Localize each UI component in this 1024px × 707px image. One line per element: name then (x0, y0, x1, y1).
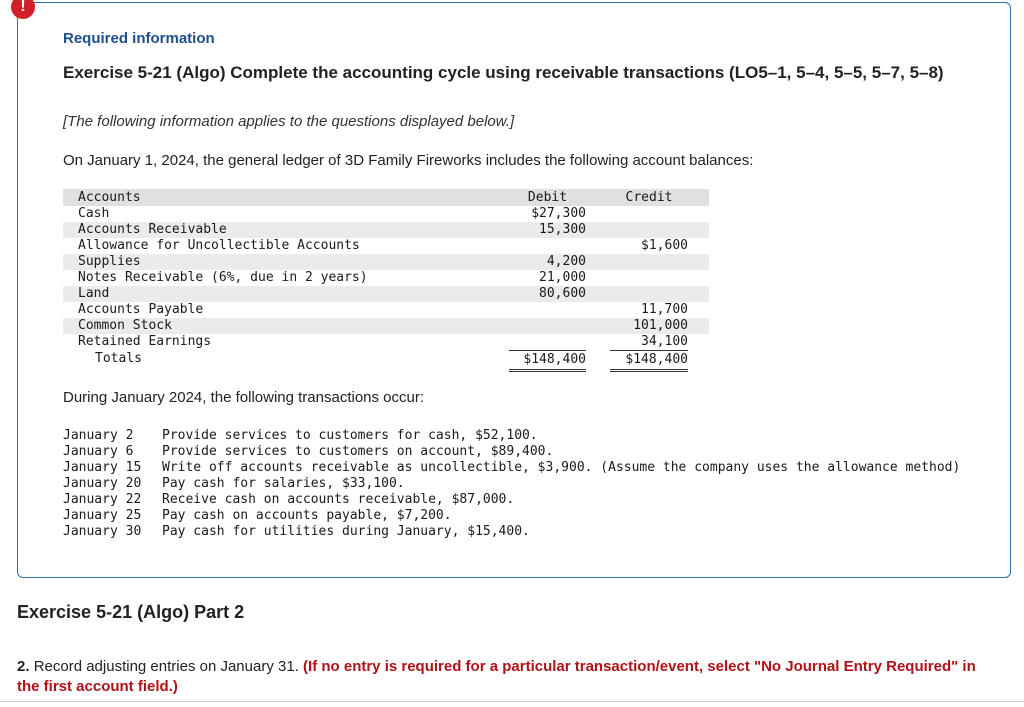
applies-note: [The following information applies to the questions displayed below.] (63, 113, 515, 130)
account-name: Allowance for Uncollectible Accounts (78, 238, 360, 253)
header-debit: Debit (527, 190, 568, 205)
table-row (63, 238, 709, 254)
during-text: During January 2024, the following transactions occur: (63, 389, 425, 406)
totals-label: Totals (95, 351, 142, 366)
table-row (63, 222, 709, 238)
transaction-date: January 30 (63, 524, 142, 539)
table-header-row (63, 189, 709, 206)
transaction-item (63, 492, 963, 508)
debit-value: 15,300 (539, 222, 586, 237)
debit-value: $27,300 (531, 206, 586, 221)
part-title: Exercise 5-21 (Algo) Part 2 (17, 602, 245, 622)
instruction-number: 2. (17, 658, 30, 675)
transaction-item (63, 508, 963, 524)
account-name: Cash (78, 206, 110, 221)
intro-text: On January 1, 2024, the general ledger of 3D Family Fireworks includes the following account balances: (63, 152, 754, 169)
table-row (63, 318, 709, 334)
account-name: Land (78, 286, 110, 301)
table-row (63, 254, 709, 270)
totals-debit: $148,400 (509, 350, 586, 372)
transaction-item (63, 428, 963, 444)
table-row (63, 286, 709, 302)
transaction-description: Pay cash for salaries, $33,100. (162, 476, 405, 491)
account-name: Notes Receivable (6%, due in 2 years) (78, 270, 368, 285)
account-balances-table (63, 189, 709, 368)
transaction-item (63, 444, 963, 460)
instruction-red-note: (If no entry is required for a particular transaction/event, select "No Journal Entry Required" in the first account field.) (17, 658, 976, 695)
credit-value: 34,100 (641, 334, 688, 349)
transaction-date: January 20 (63, 476, 142, 491)
transaction-description: Write off accounts receivable as uncollectible, $3,900. (Assume the company uses the allowance method) (162, 460, 961, 475)
table-row (63, 206, 709, 222)
header-accounts: Accounts (78, 190, 141, 205)
transaction-description: Pay cash on accounts payable, $7,200. (162, 508, 452, 523)
credit-value: $1,600 (641, 238, 688, 253)
transaction-date: January 2 (63, 428, 134, 443)
transaction-date: January 15 (63, 460, 142, 475)
account-name: Accounts Receivable (78, 222, 227, 237)
transaction-date: January 25 (63, 508, 142, 523)
required-information-panel (17, 2, 1011, 578)
totals-row (63, 350, 709, 368)
transaction-item (63, 476, 963, 492)
credit-value: 101,000 (633, 318, 688, 333)
table-row (63, 270, 709, 286)
transaction-description: Receive cash on accounts receivable, $87,000. (162, 492, 515, 507)
account-name: Supplies (78, 254, 141, 269)
transaction-item (63, 524, 963, 540)
exercise-title: Exercise 5-21 (Algo) Complete the accounting cycle using receivable transactions (LO5–1, 5–4, 5–5, 5–7, 5–8) (63, 63, 944, 82)
transaction-description: Provide services to customers for cash, $52,100. (162, 428, 538, 443)
table-row (63, 334, 709, 350)
header-credit: Credit (625, 190, 673, 205)
instruction-main: Record adjusting entries on January 31. (33, 658, 299, 675)
instruction-text (17, 657, 977, 697)
debit-value: 21,000 (539, 270, 586, 285)
required-information-heading: Required information (63, 30, 215, 47)
transaction-date: January 22 (63, 492, 142, 507)
alert-icon: ! (11, 0, 35, 19)
table-body (63, 206, 709, 350)
account-name: Retained Earnings (78, 334, 212, 349)
account-name: Accounts Payable (78, 302, 204, 317)
transaction-date: January 6 (63, 444, 134, 459)
transactions-list (63, 428, 963, 540)
transaction-description: Pay cash for utilities during January, $15,400. (162, 524, 530, 539)
divider (0, 701, 1024, 702)
totals-credit: $148,400 (610, 350, 688, 372)
transaction-description: Provide services to customers on account, $89,400. (162, 444, 554, 459)
debit-value: 4,200 (546, 254, 586, 269)
debit-value: 80,600 (539, 286, 586, 301)
credit-value: 11,700 (641, 302, 688, 317)
transaction-item (63, 460, 963, 476)
account-name: Common Stock (78, 318, 172, 333)
table-row (63, 302, 709, 318)
